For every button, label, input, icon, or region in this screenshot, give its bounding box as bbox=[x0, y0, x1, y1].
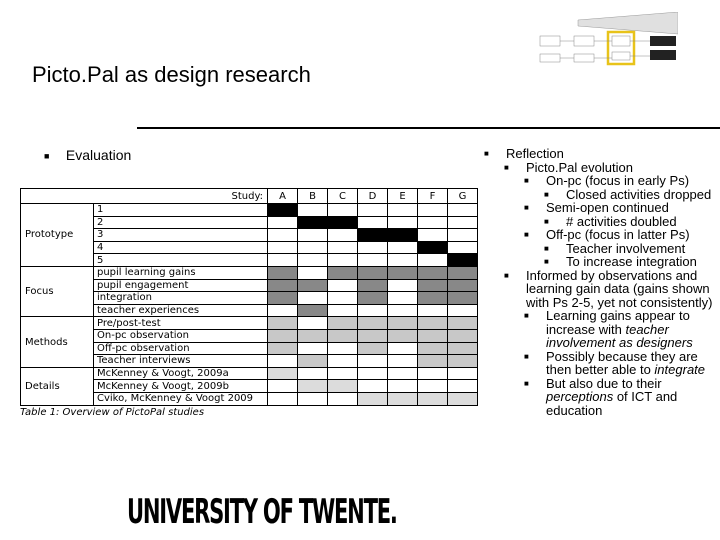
group-label: Methods bbox=[21, 317, 94, 367]
study-cell bbox=[268, 254, 298, 267]
study-cell bbox=[448, 392, 478, 405]
row-label: 1 bbox=[94, 204, 268, 217]
closed-text: Closed activities dropped bbox=[566, 186, 712, 202]
study-cell bbox=[448, 204, 478, 217]
row-label: pupil learning gains bbox=[94, 266, 268, 279]
row-label: McKenney & Voogt, 2009a bbox=[94, 367, 268, 380]
evolution-item: ■ Picto.Pal evolution bbox=[504, 159, 633, 175]
study-cell bbox=[268, 367, 298, 380]
study-cell bbox=[418, 367, 448, 380]
table-row bbox=[21, 367, 478, 380]
study-cell bbox=[358, 279, 388, 292]
table-row bbox=[21, 317, 478, 330]
table-caption: Table 1: Overview of PictoPal studies bbox=[20, 406, 205, 418]
study-cell bbox=[448, 329, 478, 342]
study-cell bbox=[328, 342, 358, 355]
study-cell bbox=[358, 229, 388, 242]
study-cell bbox=[388, 216, 418, 229]
study-cell bbox=[358, 367, 388, 380]
also-emphasis: perceptions bbox=[546, 389, 614, 404]
reflection-heading: Reflection bbox=[506, 146, 564, 161]
semi-item: ■ Semi-open continued bbox=[524, 200, 669, 215]
study-cell bbox=[388, 292, 418, 305]
study-cell bbox=[388, 254, 418, 267]
study-cell bbox=[328, 254, 358, 267]
study-header: Study: bbox=[21, 189, 268, 204]
row-label: pupil engagement bbox=[94, 279, 268, 292]
reflection-column bbox=[484, 147, 716, 417]
study-cell bbox=[268, 342, 298, 355]
study-cell bbox=[268, 392, 298, 405]
university-logo: UNIVERSITY OF TWENTE. bbox=[127, 492, 397, 532]
column-header: F bbox=[418, 189, 448, 204]
study-cell bbox=[328, 304, 358, 317]
study-cell bbox=[298, 292, 328, 305]
offpc-item: ■ Off-pc (focus in latter Ps) bbox=[524, 227, 690, 242]
study-cell bbox=[418, 241, 448, 254]
column-header: B bbox=[298, 189, 328, 204]
study-cell bbox=[268, 204, 298, 217]
study-cell bbox=[328, 355, 358, 368]
increase-text: To increase integration bbox=[566, 254, 697, 269]
study-cell bbox=[418, 254, 448, 267]
study-cell bbox=[268, 279, 298, 292]
study-cell bbox=[418, 380, 448, 393]
row-label: integration bbox=[94, 292, 268, 305]
table-row bbox=[21, 266, 478, 279]
study-cell bbox=[448, 241, 478, 254]
row-label: Off-pc observation bbox=[94, 342, 268, 355]
study-cell bbox=[268, 329, 298, 342]
study-cell bbox=[268, 241, 298, 254]
study-cell bbox=[418, 392, 448, 405]
study-cell bbox=[418, 204, 448, 217]
study-cell bbox=[418, 279, 448, 292]
row-label: 5 bbox=[94, 254, 268, 267]
study-cell bbox=[418, 216, 448, 229]
because-emphasis: integrate bbox=[654, 362, 706, 377]
study-cell bbox=[298, 304, 328, 317]
column-header: A bbox=[268, 189, 298, 204]
study-cell bbox=[328, 279, 358, 292]
study-cell bbox=[358, 329, 388, 342]
study-cell bbox=[268, 216, 298, 229]
study-cell bbox=[298, 317, 328, 330]
study-cell bbox=[268, 355, 298, 368]
doubled-text: # activities doubled bbox=[566, 213, 677, 229]
semi-text: Semi-open continued bbox=[546, 200, 669, 215]
teacher-text: Teacher involvement bbox=[566, 240, 686, 256]
doubled-item: ■ # activities doubled bbox=[544, 213, 677, 229]
study-cell bbox=[448, 229, 478, 242]
study-cell bbox=[358, 392, 388, 405]
study-cell bbox=[358, 380, 388, 393]
study-cell bbox=[268, 304, 298, 317]
study-cell bbox=[298, 216, 328, 229]
study-cell bbox=[418, 317, 448, 330]
study-cell bbox=[298, 266, 328, 279]
study-cell bbox=[358, 241, 388, 254]
study-cell bbox=[268, 229, 298, 242]
row-label: 2 bbox=[94, 216, 268, 229]
study-cell bbox=[388, 355, 418, 368]
teacher-item: ■ Teacher involvement bbox=[544, 240, 686, 256]
onpc-text: On-pc (focus in early Ps) bbox=[546, 173, 690, 188]
gains-item: ■ Learning gains appear to increase with teacher involvement as designers bbox=[524, 308, 693, 350]
study-cell bbox=[358, 216, 388, 229]
increase-item: ■ To increase integration bbox=[544, 254, 697, 269]
study-cell bbox=[298, 380, 328, 393]
study-cell bbox=[328, 329, 358, 342]
study-cell bbox=[388, 392, 418, 405]
column-header: D bbox=[358, 189, 388, 204]
study-cell bbox=[388, 367, 418, 380]
study-cell bbox=[448, 304, 478, 317]
study-cell bbox=[448, 254, 478, 267]
row-label: Cviko, McKenney & Voogt 2009 bbox=[94, 392, 268, 405]
study-cell bbox=[298, 229, 328, 242]
study-cell bbox=[298, 329, 328, 342]
study-table bbox=[20, 188, 484, 418]
study-cell bbox=[358, 254, 388, 267]
study-cell bbox=[388, 317, 418, 330]
study-cell bbox=[268, 380, 298, 393]
study-cell bbox=[448, 342, 478, 355]
study-cell bbox=[298, 204, 328, 217]
column-header: E bbox=[388, 189, 418, 204]
study-cell bbox=[388, 329, 418, 342]
study-cell bbox=[448, 355, 478, 368]
study-cell bbox=[448, 266, 478, 279]
study-cell bbox=[448, 216, 478, 229]
left-bullet bbox=[44, 147, 131, 163]
study-cell bbox=[388, 342, 418, 355]
also-text: But also due to their bbox=[546, 375, 662, 391]
study-cell bbox=[298, 367, 328, 380]
title-divider bbox=[137, 127, 720, 129]
study-cell bbox=[388, 266, 418, 279]
group-label: Focus bbox=[21, 266, 94, 316]
informed-text: Informed by observations and learning gain data (gains shown with Ps 2-5, yet not consistently) bbox=[526, 267, 713, 310]
study-cell bbox=[418, 292, 448, 305]
onpc-item: ■ On-pc (focus in early Ps) bbox=[524, 173, 690, 188]
row-label: teacher experiences bbox=[94, 304, 268, 317]
row-label: 3 bbox=[94, 229, 268, 242]
evaluation-label: Evaluation bbox=[65, 147, 132, 163]
study-cell bbox=[328, 204, 358, 217]
study-cell bbox=[328, 266, 358, 279]
reflection-item: ■ Reflection bbox=[484, 146, 564, 161]
study-cell bbox=[448, 380, 478, 393]
process-diagram bbox=[538, 12, 678, 74]
study-cell bbox=[298, 342, 328, 355]
evolution-text: Picto.Pal evolution bbox=[526, 159, 633, 175]
study-cell bbox=[328, 317, 358, 330]
study-cell bbox=[298, 241, 328, 254]
study-cell bbox=[358, 204, 388, 217]
study-cell bbox=[388, 380, 418, 393]
slide-title: Picto.Pal as design research bbox=[32, 62, 311, 87]
gains-emphasis: teacher involvement as designers bbox=[546, 321, 693, 350]
study-cell bbox=[448, 367, 478, 380]
study-cell bbox=[358, 304, 388, 317]
study-cell bbox=[448, 317, 478, 330]
row-label: 4 bbox=[94, 241, 268, 254]
row-label: On-pc observation bbox=[94, 329, 268, 342]
study-cell bbox=[448, 292, 478, 305]
study-cell bbox=[358, 355, 388, 368]
offpc-text: Off-pc (focus in latter Ps) bbox=[546, 227, 690, 242]
study-cell bbox=[328, 216, 358, 229]
study-cell bbox=[328, 229, 358, 242]
gains-text: Learning gains appear to increase with bbox=[546, 308, 690, 337]
study-cell bbox=[418, 229, 448, 242]
closed-item: ■ Closed activities dropped bbox=[544, 186, 712, 202]
informed-item: ■ Informed by observations and learning gain data (gains shown with Ps 2-5, yet not consistently) bbox=[504, 267, 713, 310]
study-cell bbox=[268, 266, 298, 279]
study-cell bbox=[298, 392, 328, 405]
row-label: Pre/post-test bbox=[94, 317, 268, 330]
study-cell bbox=[358, 342, 388, 355]
study-cell bbox=[388, 204, 418, 217]
study-cell bbox=[358, 266, 388, 279]
study-cell bbox=[418, 266, 448, 279]
study-cell bbox=[418, 342, 448, 355]
study-cell bbox=[358, 292, 388, 305]
group-label: Details bbox=[21, 367, 94, 405]
study-cell bbox=[418, 304, 448, 317]
study-cell bbox=[418, 329, 448, 342]
row-label: McKenney & Voogt, 2009b bbox=[94, 380, 268, 393]
study-cell bbox=[388, 229, 418, 242]
column-header: G bbox=[448, 189, 478, 204]
study-cell bbox=[328, 367, 358, 380]
study-cell bbox=[418, 355, 448, 368]
column-header: C bbox=[328, 189, 358, 204]
because-item: ■ Possibly because they are then better able to integrate bbox=[524, 348, 706, 377]
also-item: ■ But also due to their perceptions of ICT and education bbox=[524, 375, 678, 418]
study-cell bbox=[388, 241, 418, 254]
study-cell bbox=[298, 254, 328, 267]
study-cell bbox=[328, 241, 358, 254]
study-cell bbox=[298, 355, 328, 368]
study-cell bbox=[328, 292, 358, 305]
study-cell bbox=[448, 279, 478, 292]
study-cell bbox=[328, 392, 358, 405]
because-text: Possibly because they are then better able to bbox=[546, 348, 698, 377]
study-cell bbox=[388, 304, 418, 317]
table-row bbox=[21, 204, 478, 217]
study-cell bbox=[298, 279, 328, 292]
study-cell bbox=[358, 317, 388, 330]
row-label: Teacher interviews bbox=[94, 355, 268, 368]
group-label: Prototype bbox=[21, 204, 94, 267]
study-cell bbox=[268, 317, 298, 330]
study-cell bbox=[388, 279, 418, 292]
bullet-square-icon: ■ bbox=[44, 151, 50, 162]
study-cell bbox=[268, 292, 298, 305]
study-cell bbox=[328, 380, 358, 393]
also-text-end: of ICT and education bbox=[546, 389, 678, 418]
